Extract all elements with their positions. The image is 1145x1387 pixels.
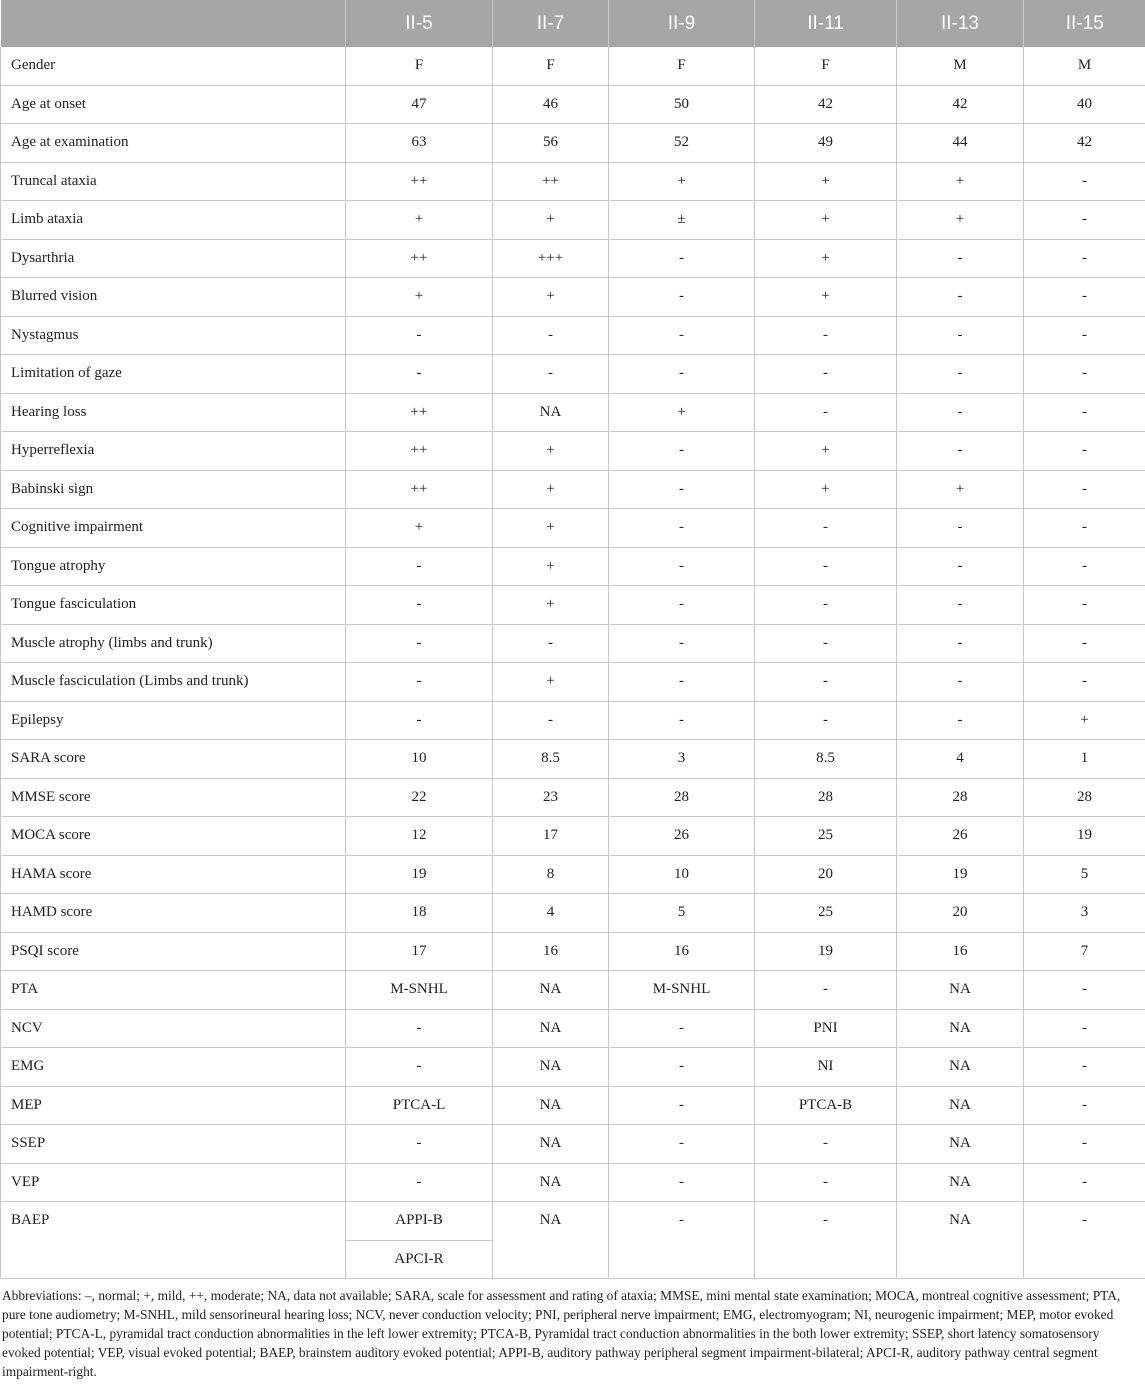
table-cell: - xyxy=(609,278,755,317)
table-row xyxy=(1,778,1145,817)
table-cell: 12 xyxy=(346,817,493,856)
table-body xyxy=(1,47,1145,1279)
table-cell: NI xyxy=(755,1048,897,1087)
table-cell: 5 xyxy=(1024,855,1145,894)
table-cell: 22 xyxy=(346,778,493,817)
table-row xyxy=(1,663,1145,702)
table-row xyxy=(1,470,1145,509)
table-cell: + xyxy=(897,470,1024,509)
table-cell: - xyxy=(493,624,609,663)
table-cell: 17 xyxy=(346,932,493,971)
table-cell: - xyxy=(346,1163,493,1202)
table-row xyxy=(1,278,1145,317)
table-cell: - xyxy=(346,316,493,355)
row-label: SSEP xyxy=(1,1125,346,1164)
table-cell: - xyxy=(755,355,897,394)
table-cell: 19 xyxy=(755,932,897,971)
table-cell: + xyxy=(1024,701,1145,740)
header-patient-ii-7: II-7 xyxy=(493,0,609,47)
table-cell: - xyxy=(1024,432,1145,471)
table-cell: - xyxy=(609,355,755,394)
table-cell: - xyxy=(609,432,755,471)
table-cell: NA xyxy=(897,971,1024,1010)
table-cell: 28 xyxy=(755,778,897,817)
table-cell: + xyxy=(755,201,897,240)
row-label: Dysarthria xyxy=(1,239,346,278)
table-cell: - xyxy=(346,663,493,702)
table-cell: PTCA-B xyxy=(755,1086,897,1125)
table-cell: - xyxy=(609,1086,755,1125)
table-cell: NA xyxy=(897,1163,1024,1202)
table-cell: - xyxy=(346,624,493,663)
table-row xyxy=(1,85,1145,124)
table-cell: - xyxy=(493,701,609,740)
row-label: Epilepsy xyxy=(1,701,346,740)
table-row xyxy=(1,624,1145,663)
table-cell: - xyxy=(1024,663,1145,702)
table-header xyxy=(1,0,1145,47)
table-cell: - xyxy=(346,547,493,586)
table-cell: - xyxy=(1024,278,1145,317)
table-cell: - xyxy=(609,1009,755,1048)
table-cell: - xyxy=(1024,1009,1145,1048)
table-cell: - xyxy=(493,316,609,355)
table-cell: ++ xyxy=(346,432,493,471)
table-cell: NA xyxy=(897,1202,1024,1279)
table-cell: 18 xyxy=(346,894,493,933)
table-row xyxy=(1,1009,1145,1048)
row-label: Tongue fasciculation xyxy=(1,586,346,625)
table-cell: F xyxy=(609,47,755,85)
table-cell: - xyxy=(609,1163,755,1202)
header-corner xyxy=(1,0,346,47)
table-cell: + xyxy=(493,547,609,586)
table-cell: NA xyxy=(493,1086,609,1125)
table-cell: - xyxy=(1024,239,1145,278)
row-label: Truncal ataxia xyxy=(1,162,346,201)
table-cell: NA xyxy=(493,393,609,432)
table-cell: - xyxy=(755,1163,897,1202)
table-cell: 19 xyxy=(346,855,493,894)
table-cell: NA xyxy=(897,1125,1024,1164)
table-cell: 25 xyxy=(755,894,897,933)
table-cell: - xyxy=(1024,1125,1145,1164)
table-cell: - xyxy=(1024,201,1145,240)
row-label: Nystagmus xyxy=(1,316,346,355)
row-label: HAMA score xyxy=(1,855,346,894)
table-cell: - xyxy=(609,663,755,702)
row-label: MMSE score xyxy=(1,778,346,817)
table-row xyxy=(1,239,1145,278)
table-cell: - xyxy=(493,355,609,394)
row-label: Gender xyxy=(1,47,346,85)
table-cell: - xyxy=(1024,355,1145,394)
row-label: Limitation of gaze xyxy=(1,355,346,394)
table-cell: 52 xyxy=(609,124,755,163)
row-label: Hyperreflexia xyxy=(1,432,346,471)
abbreviations-footnote: Abbreviations: –, normal; +, mild, ++, moderate; NA, data not available; SARA, scale for assessment and rating of ataxia; MMSE, mini mental state examination; MOCA, montreal cognitive assessment; PTA, pure tone audiometry; M-SNHL, mild sensorineural hearing loss; NCV, never conduction velocity; PNI, peripheral nerve impairment; EMG, electromyogram; NI, neurogenic impairment; MEP, motor evoked potential; PTCA-L, pyramidal tract conduction abnormalities in the left lower extremity; PTCA-B, Pyramidal tract conduction abnormalities in the both lower extremity; SSEP, short latency somatosensory evoked potential; VEP, visual evoked potential; BAEP, brainstem auditory evoked potential; APPI-B, auditory pathway peripheral segment impairment-bilateral; APCI-R, auditory pathway central segment impairment-right. xyxy=(2,1288,1121,1379)
table-cell: 40 xyxy=(1024,85,1145,124)
header-patient-ii-9: II-9 xyxy=(609,0,755,47)
table-cell: NA xyxy=(897,1048,1024,1087)
table-cell: + xyxy=(493,278,609,317)
table-cell: + xyxy=(346,278,493,317)
table-cell: - xyxy=(755,509,897,548)
table-row xyxy=(1,124,1145,163)
header-patient-ii-15: II-15 xyxy=(1024,0,1145,47)
table-cell: - xyxy=(609,1125,755,1164)
table-cell: + xyxy=(897,162,1024,201)
table-cell: 16 xyxy=(493,932,609,971)
table-cell: 4 xyxy=(897,740,1024,779)
table-cell: + xyxy=(346,509,493,548)
table-cell: PNI xyxy=(755,1009,897,1048)
table-cell: - xyxy=(755,971,897,1010)
table-cell: PTCA-L xyxy=(346,1086,493,1125)
table-cell: - xyxy=(1024,509,1145,548)
table-cell: 26 xyxy=(609,817,755,856)
table-cell: - xyxy=(609,1202,755,1279)
table-cell: - xyxy=(897,355,1024,394)
table-cell: 42 xyxy=(755,85,897,124)
table-cell: APCI-R xyxy=(346,1240,493,1279)
table-row xyxy=(1,894,1145,933)
table-cell: - xyxy=(1024,1163,1145,1202)
table-cell: + xyxy=(493,663,609,702)
row-label: SARA score xyxy=(1,740,346,779)
table-row xyxy=(1,817,1145,856)
row-label: Hearing loss xyxy=(1,393,346,432)
table-cell: - xyxy=(609,239,755,278)
table-cell: - xyxy=(755,316,897,355)
table-cell: NA xyxy=(493,1163,609,1202)
table-cell: - xyxy=(609,701,755,740)
table-cell: 46 xyxy=(493,85,609,124)
table-cell: - xyxy=(609,624,755,663)
table-cell: - xyxy=(609,586,755,625)
table-row xyxy=(1,162,1145,201)
table-row xyxy=(1,393,1145,432)
table-cell: 42 xyxy=(897,85,1024,124)
table-cell: M-SNHL xyxy=(346,971,493,1010)
row-label: Tongue atrophy xyxy=(1,547,346,586)
table-cell: F xyxy=(493,47,609,85)
table-cell: 3 xyxy=(1024,894,1145,933)
table-cell: - xyxy=(1024,162,1145,201)
table-cell: - xyxy=(346,355,493,394)
table-cell: + xyxy=(755,432,897,471)
table-cell: 19 xyxy=(1024,817,1145,856)
table-cell: - xyxy=(609,1048,755,1087)
table-cell: 20 xyxy=(897,894,1024,933)
table-cell: - xyxy=(1024,971,1145,1010)
table-cell: - xyxy=(897,586,1024,625)
table-cell: M xyxy=(1024,47,1145,85)
table-cell: NA xyxy=(493,1048,609,1087)
table-cell: - xyxy=(1024,470,1145,509)
table-cell: + xyxy=(346,201,493,240)
table-cell: 8.5 xyxy=(493,740,609,779)
table-cell: - xyxy=(609,547,755,586)
table-row xyxy=(1,855,1145,894)
table-row xyxy=(1,701,1145,740)
row-label: NCV xyxy=(1,1009,346,1048)
table-cell: ± xyxy=(609,201,755,240)
table-cell: 47 xyxy=(346,85,493,124)
table-row xyxy=(1,740,1145,779)
table-cell: - xyxy=(897,663,1024,702)
table-cell: - xyxy=(755,624,897,663)
table-cell: - xyxy=(609,316,755,355)
table-cell: + xyxy=(493,201,609,240)
table-cell: ++ xyxy=(346,162,493,201)
table-cell: - xyxy=(1024,316,1145,355)
table-cell: ++ xyxy=(493,162,609,201)
table-cell: - xyxy=(755,393,897,432)
table-cell: + xyxy=(755,278,897,317)
row-label: Muscle atrophy (limbs and trunk) xyxy=(1,624,346,663)
row-label: MOCA score xyxy=(1,817,346,856)
table-cell: 16 xyxy=(897,932,1024,971)
table-row xyxy=(1,432,1145,471)
table-cell: - xyxy=(1024,547,1145,586)
table-cell: M xyxy=(897,47,1024,85)
table-cell: - xyxy=(897,278,1024,317)
table-row xyxy=(1,47,1145,85)
table-cell: 49 xyxy=(755,124,897,163)
table-cell: ++ xyxy=(346,470,493,509)
table-cell: 20 xyxy=(755,855,897,894)
table-cell: - xyxy=(897,316,1024,355)
table-cell: - xyxy=(1024,624,1145,663)
row-label: Blurred vision xyxy=(1,278,346,317)
table-cell: 17 xyxy=(493,817,609,856)
table-cell: - xyxy=(897,624,1024,663)
table-cell: NA xyxy=(493,1202,609,1279)
table-cell: 26 xyxy=(897,817,1024,856)
table-cell: - xyxy=(346,1125,493,1164)
table-cell: 10 xyxy=(346,740,493,779)
row-label: PTA xyxy=(1,971,346,1010)
table-cell: 16 xyxy=(609,932,755,971)
table-cell: - xyxy=(609,470,755,509)
table-cell: 56 xyxy=(493,124,609,163)
table-cell: 63 xyxy=(346,124,493,163)
table-cell: - xyxy=(897,509,1024,548)
table-cell: NA xyxy=(493,971,609,1010)
table-cell: 1 xyxy=(1024,740,1145,779)
table-cell: - xyxy=(1024,1202,1145,1279)
table-cell: M-SNHL xyxy=(609,971,755,1010)
table-row xyxy=(1,509,1145,548)
table-cell: NA xyxy=(493,1009,609,1048)
table-row xyxy=(1,971,1145,1010)
table-cell: - xyxy=(755,547,897,586)
table-cell: + xyxy=(609,162,755,201)
table-cell: + xyxy=(897,201,1024,240)
row-label: HAMD score xyxy=(1,894,346,933)
table-row xyxy=(1,1086,1145,1125)
table-cell: + xyxy=(755,162,897,201)
table-cell: NA xyxy=(897,1009,1024,1048)
table-cell: + xyxy=(755,239,897,278)
row-label: MEP xyxy=(1,1086,346,1125)
row-label: BAEP xyxy=(1,1202,346,1279)
table-cell: F xyxy=(346,47,493,85)
table-cell: + xyxy=(609,393,755,432)
table-cell: 5 xyxy=(609,894,755,933)
table-cell: 7 xyxy=(1024,932,1145,971)
table-row xyxy=(1,201,1145,240)
table-cell: 8.5 xyxy=(755,740,897,779)
table-cell: 28 xyxy=(609,778,755,817)
table-cell: 23 xyxy=(493,778,609,817)
table-row xyxy=(1,1163,1145,1202)
table-cell: 19 xyxy=(897,855,1024,894)
table-cell: 8 xyxy=(493,855,609,894)
table-cell: - xyxy=(755,663,897,702)
row-label: Babinski sign xyxy=(1,470,346,509)
table-cell: NA xyxy=(897,1086,1024,1125)
table-cell: - xyxy=(346,701,493,740)
table-cell: NA xyxy=(493,1125,609,1164)
table-cell: - xyxy=(346,1048,493,1087)
table-cell: + xyxy=(493,509,609,548)
table-cell: - xyxy=(897,239,1024,278)
row-label: Age at onset xyxy=(1,85,346,124)
row-label: Muscle fasciculation (Limbs and trunk) xyxy=(1,663,346,702)
header-patient-ii-11: II-11 xyxy=(755,0,897,47)
table-cell: 3 xyxy=(609,740,755,779)
table-cell: - xyxy=(609,509,755,548)
row-label: Limb ataxia xyxy=(1,201,346,240)
table-cell: - xyxy=(1024,1048,1145,1087)
table-row xyxy=(1,547,1145,586)
table-cell: 10 xyxy=(609,855,755,894)
table-cell: 50 xyxy=(609,85,755,124)
table-cell: - xyxy=(346,586,493,625)
table-row xyxy=(1,355,1145,394)
table-cell: 28 xyxy=(897,778,1024,817)
table-cell: - xyxy=(1024,393,1145,432)
table-cell: +++ xyxy=(493,239,609,278)
table-cell: 44 xyxy=(897,124,1024,163)
table-row xyxy=(1,1048,1145,1087)
table-row xyxy=(1,586,1145,625)
table-cell: - xyxy=(755,586,897,625)
table-cell: 4 xyxy=(493,894,609,933)
table-cell: ++ xyxy=(346,393,493,432)
table-cell: APPI-B xyxy=(346,1202,493,1241)
header-row xyxy=(1,0,1145,47)
row-label: Cognitive impairment xyxy=(1,509,346,548)
table-cell: + xyxy=(493,586,609,625)
table-cell: 25 xyxy=(755,817,897,856)
row-label: VEP xyxy=(1,1163,346,1202)
table-cell: + xyxy=(493,470,609,509)
table-cell: 42 xyxy=(1024,124,1145,163)
row-label: EMG xyxy=(1,1048,346,1087)
header-patient-ii-5: II-5 xyxy=(346,0,493,47)
table-cell: - xyxy=(897,393,1024,432)
table-cell: - xyxy=(897,701,1024,740)
table-cell: - xyxy=(897,547,1024,586)
table-row xyxy=(1,316,1145,355)
table-row-baep xyxy=(1,1202,1145,1241)
table-row xyxy=(1,1125,1145,1164)
table-cell: + xyxy=(755,470,897,509)
table-cell: - xyxy=(1024,1086,1145,1125)
table-cell: - xyxy=(755,701,897,740)
table-cell: - xyxy=(897,432,1024,471)
table-cell: - xyxy=(755,1125,897,1164)
table-cell: - xyxy=(755,1202,897,1279)
header-patient-ii-13: II-13 xyxy=(897,0,1024,47)
table-row xyxy=(1,932,1145,971)
table-cell: - xyxy=(346,1009,493,1048)
table-cell: F xyxy=(755,47,897,85)
row-label: Age at examination xyxy=(1,124,346,163)
row-label: PSQI score xyxy=(1,932,346,971)
table-cell: + xyxy=(493,432,609,471)
table-cell: 28 xyxy=(1024,778,1145,817)
table-cell: - xyxy=(1024,586,1145,625)
table-cell: ++ xyxy=(346,239,493,278)
